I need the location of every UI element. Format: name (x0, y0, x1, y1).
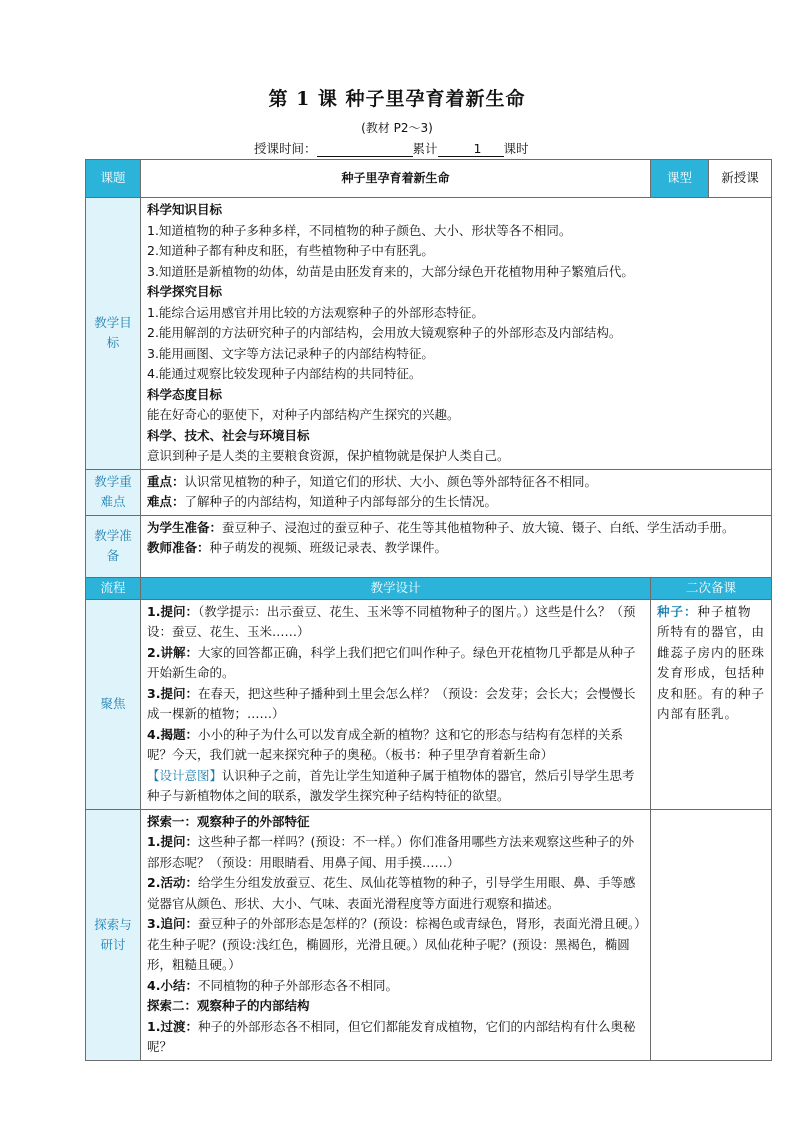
student-prep-text: 蚕豆种子、浸泡过的蚕豆种子、花生等其他植物种子、放大镜、镊子、白纸、学生活动手册。 (222, 519, 735, 535)
seed-note-text: 种子植物所特有的器官，由雌蕊子房内的胚珠发育形成，包括种皮和胚。有的种子内部有胚乳。 (657, 603, 766, 721)
cumulative-blank-right (488, 142, 504, 157)
difficult-text: 了解种子的内部结构，知道种子内部每部分的生长情况。 (184, 494, 498, 509)
prep-content (141, 515, 772, 577)
step-lead: 1.提问： (147, 834, 198, 849)
lesson-time-line (254, 139, 529, 157)
flow-header: 流程 (86, 577, 141, 599)
goal-item: 4.能通过观察比较发现种子内部结构的共同特征。 (147, 366, 422, 381)
step-text: 种子的外部形态各不相同，但它们都能发育成植物，它们的内部结构有什么奥秘呢？ (147, 1018, 636, 1054)
goal-item: 3.能用画图、文字等方法记录种子的内部结构特征。 (147, 345, 434, 361)
teacher-prep-text: 种子萌发的视频、班级记录表、教学课件。 (209, 540, 448, 555)
topic-value: 种子里孕育着新生命 (141, 160, 651, 198)
step-lead: 2.讲解： (147, 644, 198, 660)
lesson-plan-table (85, 159, 772, 1061)
teacher-prep-label: 教师准备： (147, 540, 210, 555)
step-lead: 2.活动： (147, 875, 198, 890)
time-blank[interactable] (317, 142, 413, 157)
key-label: 重点： (147, 473, 185, 489)
step-text: 给学生分组发放蚕豆、花生、凤仙花等植物的种子，引导学生用眼、鼻、手等感觉器官从颜色、形状、大小、气味、表面光滑程度等方面进行观察和描述。 (147, 875, 636, 911)
design-intent-text: 认识种子之前，首先让学生知道种子属于植物体的器官，然后引导学生思考种子与新植物体之间的联系，激发学生探究种子结构特征的欲望。 (147, 767, 635, 803)
key-text: 认识常见植物的种子，知道它们的形状、大小、颜色等外部特征各不相同。 (184, 473, 598, 489)
difficult-label: 难点： (147, 494, 185, 509)
cumulative-label: 累计 (412, 141, 438, 156)
explore-heading: 探索一：观察种子的外部特征 (147, 813, 310, 829)
step-text: 这些种子都一样吗？(预设：不一样。）你们准备用哪些方法来观察这些种子的外部形态呢？（预设：用眼睛看、用鼻子闻、用手摸……） (147, 834, 635, 870)
step-lead: 1.过渡： (147, 1018, 198, 1034)
goal-item: 能在好奇心的驱使下，对种子内部结构产生探究的兴趣。 (147, 407, 460, 422)
focus-label: 聚焦 (86, 599, 141, 809)
seed-note (651, 599, 772, 809)
goal-item: 1.能综合运用感官并用比较的方法观察种子的外部形态特征。 (147, 304, 484, 320)
goals-label: 教学目标 (86, 198, 141, 470)
focus-content (141, 599, 651, 809)
explore-content (141, 809, 651, 1060)
explore-second-prep[interactable] (651, 809, 772, 1060)
topic-label: 课题 (86, 160, 141, 198)
explore-heading: 探索二：观察种子的内部结构 (147, 998, 310, 1013)
design-intent-label: 【设计意图】 (147, 767, 223, 783)
type-label: 课型 (651, 160, 709, 198)
step-lead: 4.揭题： (147, 726, 198, 742)
goal-item: 1.知道植物的种子多种多样，不同植物的种子颜色、大小、形状等各不相同。 (147, 222, 572, 238)
step-lead: 1.提问： (147, 603, 198, 619)
keypoints-content (141, 469, 772, 515)
type-value: 新授课 (709, 160, 772, 198)
step-lead: 3.追问： (147, 916, 198, 931)
step-text: 不同植物的种子外部形态各不相同。 (197, 977, 398, 993)
textbook-pages: (教材 P2～3) (361, 121, 433, 135)
design-header: 教学设计 (141, 577, 651, 599)
goal-heading: 科学探究目标 (147, 284, 223, 299)
step-text: 小小的种子为什么可以发育成全新的植物？这和它的形态与结构有怎样的关系呢？今天，我们就一起来探究种子的奥秘。（板书：种子里孕育着新生命） (147, 726, 623, 762)
explore-label: 探索与研讨 (86, 809, 141, 1060)
goal-item: 2.能用解剖的方法研究种子的内部结构，会用放大镜观察种子的外部形态及内部结构。 (147, 325, 622, 340)
student-prep-label: 为学生准备： (147, 519, 223, 535)
goal-heading: 科学知识目标 (147, 202, 223, 217)
goal-heading: 科学态度目标 (147, 386, 223, 402)
goal-item: 3.知道胚是新植物的幼体，幼苗是由胚发育来的，大部分绿色开花植物用种子繁殖后代。 (147, 263, 634, 279)
goals-content (141, 198, 772, 470)
time-label: 授课时间： (254, 141, 317, 156)
period-unit: 课时 (503, 141, 529, 156)
step-text: 在春天，把这些种子播种到土里会怎么样？（预设：会发芽；会长大；会慢慢长成一棵新的植物；……） (147, 685, 636, 721)
keypoints-label: 教学重难点 (86, 469, 141, 515)
lesson-title: 第 1 课 种子里孕育着新生命 (268, 88, 526, 110)
goal-heading: 科学、技术、社会与环境目标 (147, 427, 310, 443)
cumulative-blank-left (438, 142, 468, 157)
goal-item: 2.知道种子都有种皮和胚，有些植物种子中有胚乳。 (147, 243, 434, 258)
goal-item: 意识到种子是人类的主要粮食资源，保护植物就是保护人类自己。 (147, 448, 510, 463)
seed-note-key: 种子： (657, 603, 698, 619)
step-text: 蚕豆种子的外部形态是怎样的？(预设：棕褐色或青绿色，肾形，表面光滑且硬。）花生种子呢？(预设:浅红色，椭圆形，光滑且硬。）凤仙花种子呢？(预设：黑褐色，椭圆形，粗糙且硬。） (147, 916, 641, 972)
step-lead: 3.提问： (147, 685, 198, 701)
second-prep-header: 二次备课 (651, 577, 772, 599)
step-text: 大家的回答都正确，科学上我们把它们叫作种子。绿色开花植物几乎都是从种子开始新生命的。 (147, 644, 636, 680)
period-count: 1 (468, 142, 488, 157)
step-lead: 4.小结： (147, 977, 198, 993)
step-text: （教学提示：出示蚕豆、花生、玉米等不同植物种子的图片。）这些是什么？（预设：蚕豆、花生、玉米……） (147, 603, 636, 639)
prep-label: 教学准备 (86, 515, 141, 577)
